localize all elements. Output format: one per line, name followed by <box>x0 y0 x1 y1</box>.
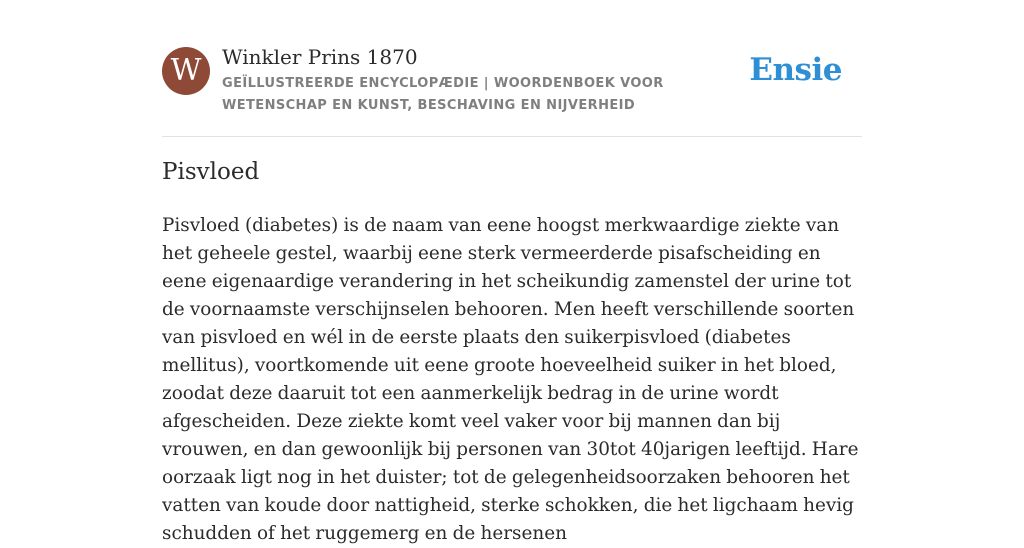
source-avatar[interactable]: W <box>162 47 210 95</box>
article-body: Pisvloed (diabetes) is de naam van eene hoogst merkwaardige ziekte van het geheele gestel, waarbij eene sterk vermeerderde pisafscheiding en eene eigenaardige verandering in het scheikundig zamenstel der urine tot de voornaamste verschijnselen behooren. Men heeft verschillende soorten van pisvloed en wél in de eerste plaats den suikerpisvloed (diabetes mellitus), voortkomende uit eene groote hoeveelheid suiker in het bloed, zoodat deze daaruit tot een aanmerkelijk bedrag in de urine wordt afgescheiden. Deze ziekte komt veel vaker voor bij mannen dan bij vrouwen, en dan gewoonlijk bij personen van 30tot 40jarigen leeftijd. Hare oorzaak ligt nog in het duister; tot de gelegenheidsoorzaken behooren het vatten van koude door nattigheid, sterke schokken, die het ligchaam hevig schudden of het ruggemerg en de hersenen <box>162 215 859 544</box>
source-subtitle: GEÏLLUSTREERDE ENCYCLOPÆDIE | WOORDENBOEK VOOR WETENSCHAP EN KUNST, BESCHAVING EN NIJVERHEID <box>222 76 664 113</box>
ensie-logo[interactable]: Ensie <box>749 52 842 88</box>
source-header <box>162 44 862 137</box>
article-title: Pisvloed <box>162 159 260 185</box>
source-title[interactable]: Winkler Prins 1870 <box>222 45 418 69</box>
